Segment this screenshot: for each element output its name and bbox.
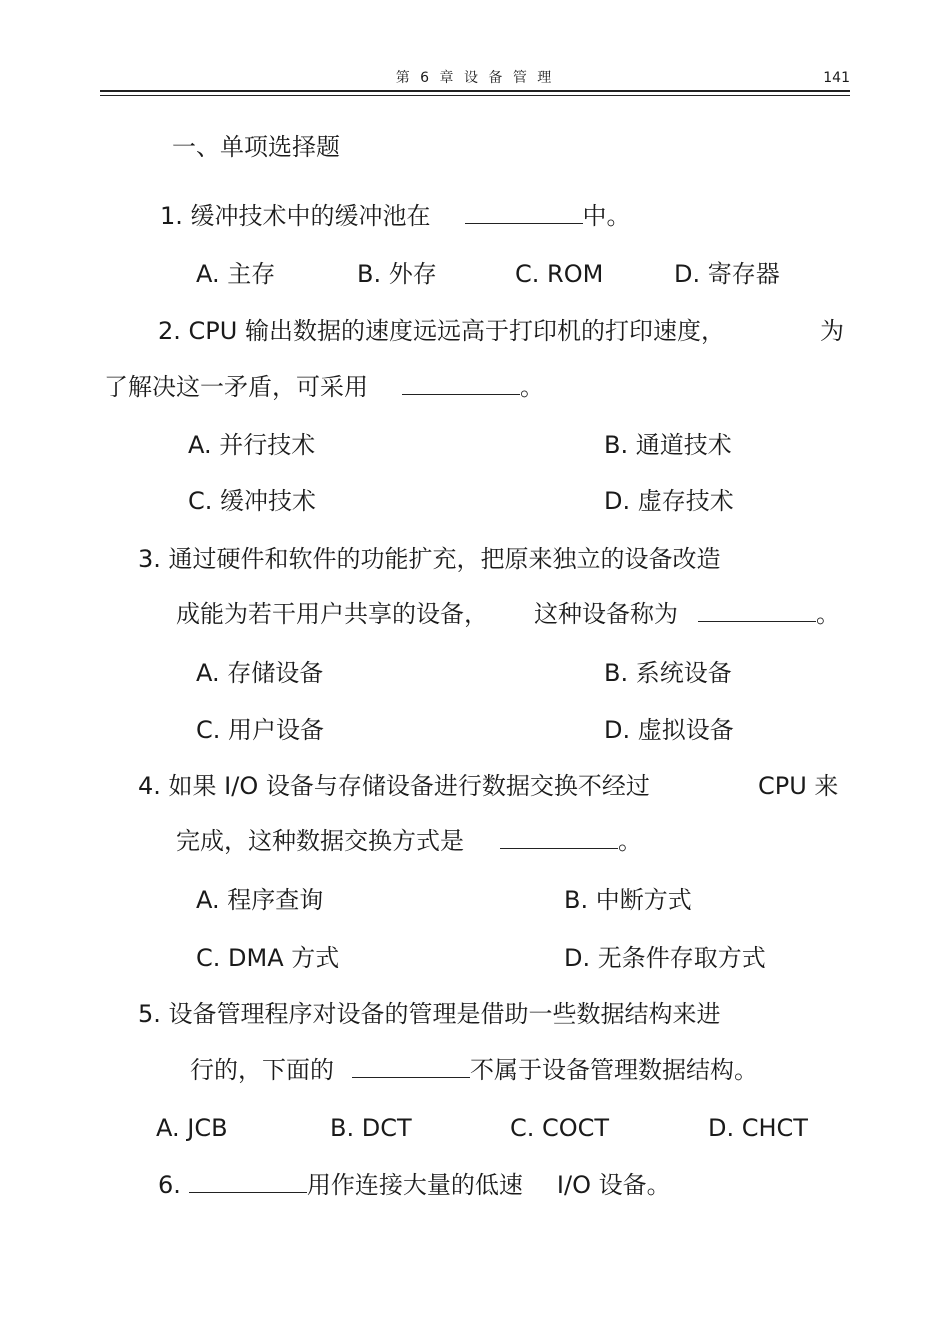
q2-option-d: D. 虚存技术: [604, 487, 734, 515]
q2-stem-end: 。: [520, 373, 544, 401]
section-title: 一、单项选择题: [172, 133, 340, 161]
q2-stem-line1: 2. CPU 输出数据的速度远远高于打印机的打印速度，: [158, 317, 725, 345]
q4-stem-line1-tail: CPU 来: [758, 772, 839, 800]
q4-option-b: B. 中断方式: [564, 886, 692, 914]
q4-option-c: C. DMA 方式: [196, 944, 340, 972]
q3-stem-text-b: 这种设备称为: [534, 600, 678, 628]
header-rule-thin: [100, 95, 850, 96]
q5-answer-blank: [352, 1055, 470, 1078]
q3-option-d: D. 虚拟设备: [604, 716, 734, 744]
q4-stem-end: 。: [618, 827, 642, 855]
q5-option-b: B. DCT: [330, 1114, 412, 1142]
q5-stem-end: 不属于设备管理数据结构。: [470, 1056, 758, 1084]
q2-stem-line1-tail: 为: [820, 317, 844, 345]
q5-option-c: C. COCT: [510, 1114, 610, 1142]
q3-stem-end: 。: [816, 600, 840, 628]
q4-stem-line1: 4. 如果 I/O 设备与存储设备进行数据交换不经过: [138, 772, 650, 800]
q5-option-d: D. CHCT: [708, 1114, 808, 1142]
q6-stem-end: I/O 设备。: [556, 1171, 671, 1199]
q4-stem-line2: [176, 826, 642, 856]
q4-stem-text: 完成，这种数据交换方式是: [176, 827, 464, 855]
q1-stem-end: 中。: [582, 202, 631, 230]
q1-option-a: A. 主存: [196, 260, 276, 288]
q5-stem-line1: 5. 设备管理程序对设备的管理是借助一些数据结构来进: [138, 1000, 721, 1028]
q1-option-b: B. 外存: [357, 260, 437, 288]
q1-stem: [160, 201, 631, 231]
page-number: 141: [823, 70, 850, 86]
q5-option-a: A. JCB: [156, 1114, 228, 1142]
q4-option-d: D. 无条件存取方式: [564, 944, 766, 972]
q1-option-c: C. ROM: [515, 260, 604, 288]
q4-option-a: A. 程序查询: [196, 886, 324, 914]
q2-option-a: A. 并行技术: [188, 431, 316, 459]
q3-option-a: A. 存储设备: [196, 659, 324, 687]
chapter-header: 第 6 章 设 备 管 理: [395, 70, 555, 86]
q3-stem-line1: 3. 通过硬件和软件的功能扩充，把原来独立的设备改造: [138, 545, 721, 573]
q4-answer-blank: [500, 826, 618, 849]
q6-number: 6.: [158, 1171, 181, 1199]
q1-option-d: D. 寄存器: [674, 260, 780, 288]
q2-option-b: B. 通道技术: [604, 431, 732, 459]
q2-stem-line2: [104, 372, 544, 402]
q2-option-c: C. 缓冲技术: [188, 487, 317, 515]
q3-option-c: C. 用户设备: [196, 716, 325, 744]
q3-stem-line2: [176, 599, 840, 629]
q3-option-b: B. 系统设备: [604, 659, 732, 687]
header-rule-thick: [100, 90, 850, 92]
q3-answer-blank: [698, 599, 816, 622]
q2-answer-blank: [402, 372, 520, 395]
q6-answer-blank: [189, 1170, 307, 1193]
q1-answer-blank: [465, 201, 583, 224]
q6-stem: [158, 1170, 671, 1200]
q3-stem-text-a: 成能为若干用户共享的设备，: [176, 600, 488, 628]
q1-stem-text: 1. 缓冲技术中的缓冲池在: [160, 202, 431, 230]
q5-stem-text: 行的，下面的: [190, 1056, 334, 1084]
q2-stem-text: 了解决这一矛盾，可采用: [104, 373, 368, 401]
q6-stem-text: 用作连接大量的低速: [306, 1171, 523, 1199]
q5-stem-line2: [190, 1055, 758, 1085]
